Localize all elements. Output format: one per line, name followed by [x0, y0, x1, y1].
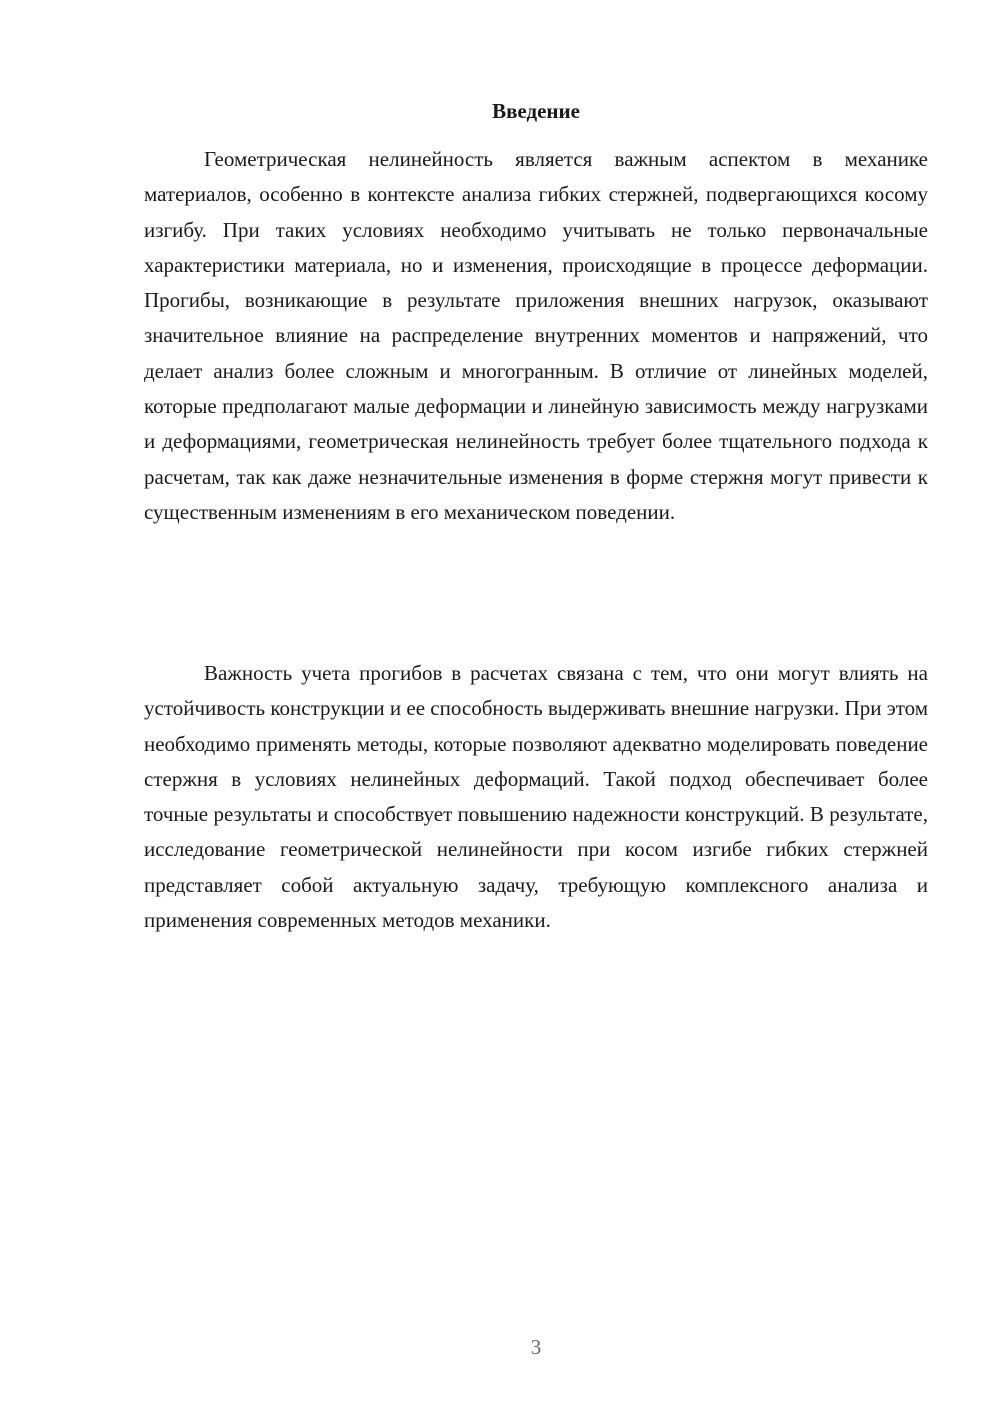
- body-paragraph-2: Важность учета прогибов в расчетах связана с тем, что они могут влиять на устойчивость конструкции и ее способность выдерживать внешние нагрузки. При этом необходимо применять методы, которые позволяют адекватно моделировать поведение стержня в условиях нелинейных деформаций. Такой подход обеспечивает более точные результаты и способствует повышению надежности конструкций. В результате, исследование геометрической нелинейности при косом изгибе гибких стержней представляет собой актуальную задачу, требующую комплексного анализа и применения современных методов механики.: [144, 661, 928, 933]
- section-title: Введение: [492, 99, 580, 123]
- body-paragraph-1: Геометрическая нелинейность является важным аспектом в механике материалов, особенно в контексте анализа гибких стержней, подвергающихся косому изгибу. При таких условиях необходимо учитывать не только первоначальные характеристики материала, но и изменения, происходящие в процессе деформации. Прогибы, возникающие в результате приложения внешних нагрузок, оказывают значительное влияние на распределение внутренних моментов и напряжений, что делает анализ более сложным и многогранным. В отличие от линейных моделей, которые предполагают малые деформации и линейную зависимость между нагрузками и деформациями, геометрическая нелинейность требует более тщательного подхода к расчетам, так как даже незначительные изменения в форме стержня могут привести к существенным изменениям в его механическом поведении.: [144, 147, 928, 524]
- page-number: 3: [530, 1335, 542, 1359]
